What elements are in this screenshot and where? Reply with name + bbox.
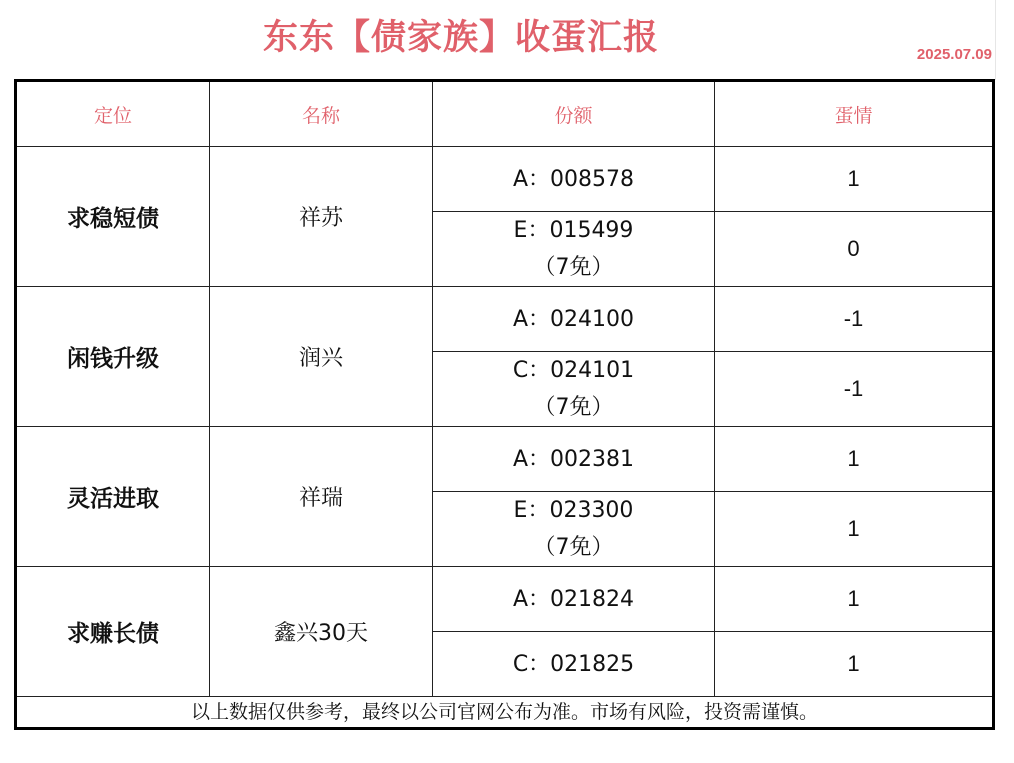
eggs-cell: 1 bbox=[715, 632, 994, 697]
share-cell bbox=[433, 287, 715, 352]
eggs-cell: 1 bbox=[715, 492, 994, 567]
page-edge-divider bbox=[995, 0, 996, 80]
table-row bbox=[16, 287, 994, 352]
fund-name-cell: 润兴 bbox=[210, 287, 433, 427]
share-cell bbox=[433, 492, 715, 567]
report-table bbox=[14, 79, 995, 730]
share-code: A：021824 bbox=[512, 586, 635, 612]
share-code: A：008578 bbox=[512, 166, 635, 192]
column-header-eggs: 蛋情 bbox=[715, 81, 994, 147]
eggs-cell: 1 bbox=[715, 427, 994, 492]
eggs-cell: -1 bbox=[715, 352, 994, 427]
eggs-cell: -1 bbox=[715, 287, 994, 352]
share-code: E：015499 bbox=[513, 218, 634, 243]
table-row bbox=[16, 427, 994, 492]
share-cell bbox=[433, 352, 715, 427]
category-cell: 灵活进取 bbox=[16, 427, 210, 567]
share-cell bbox=[433, 567, 715, 632]
share-cell bbox=[433, 427, 715, 492]
column-header-name: 名称 bbox=[210, 81, 433, 147]
share-cell bbox=[433, 147, 715, 212]
share-code: A：024100 bbox=[512, 306, 635, 332]
eggs-cell: 0 bbox=[715, 212, 994, 287]
column-header-position: 定位 bbox=[16, 81, 210, 147]
share-code: C：024101 bbox=[512, 358, 635, 383]
share-cell bbox=[433, 632, 715, 697]
report-date: 2025.07.09 bbox=[916, 46, 992, 63]
category-cell: 求稳短债 bbox=[16, 147, 210, 287]
eggs-cell: 1 bbox=[715, 147, 994, 212]
eggs-cell: 1 bbox=[715, 567, 994, 632]
table-row bbox=[16, 567, 994, 632]
share-code: A：002381 bbox=[512, 446, 635, 472]
column-header-share: 份额 bbox=[433, 81, 715, 147]
table-row bbox=[16, 147, 994, 212]
share-cell bbox=[433, 212, 715, 287]
share-note: （7免） bbox=[533, 395, 614, 420]
footer-row bbox=[16, 697, 994, 729]
category-cell: 闲钱升级 bbox=[16, 287, 210, 427]
fund-name-cell: 祥瑞 bbox=[210, 427, 433, 567]
category-cell: 求赚长债 bbox=[16, 567, 210, 697]
fund-name-cell: 祥苏 bbox=[210, 147, 433, 287]
disclaimer-text: 以上数据仅供参考，最终以公司官网公布为准。市场有风险，投资需谨慎。 bbox=[16, 697, 994, 729]
report-title: 东东【债家族】收蛋汇报 bbox=[262, 18, 659, 58]
share-note: （7免） bbox=[533, 255, 614, 280]
table-header-row bbox=[16, 81, 994, 147]
share-code: E：023300 bbox=[513, 498, 634, 523]
fund-name-cell: 鑫兴30天 bbox=[210, 567, 433, 697]
share-note: （7免） bbox=[533, 535, 614, 560]
share-code: C：021825 bbox=[512, 651, 635, 677]
